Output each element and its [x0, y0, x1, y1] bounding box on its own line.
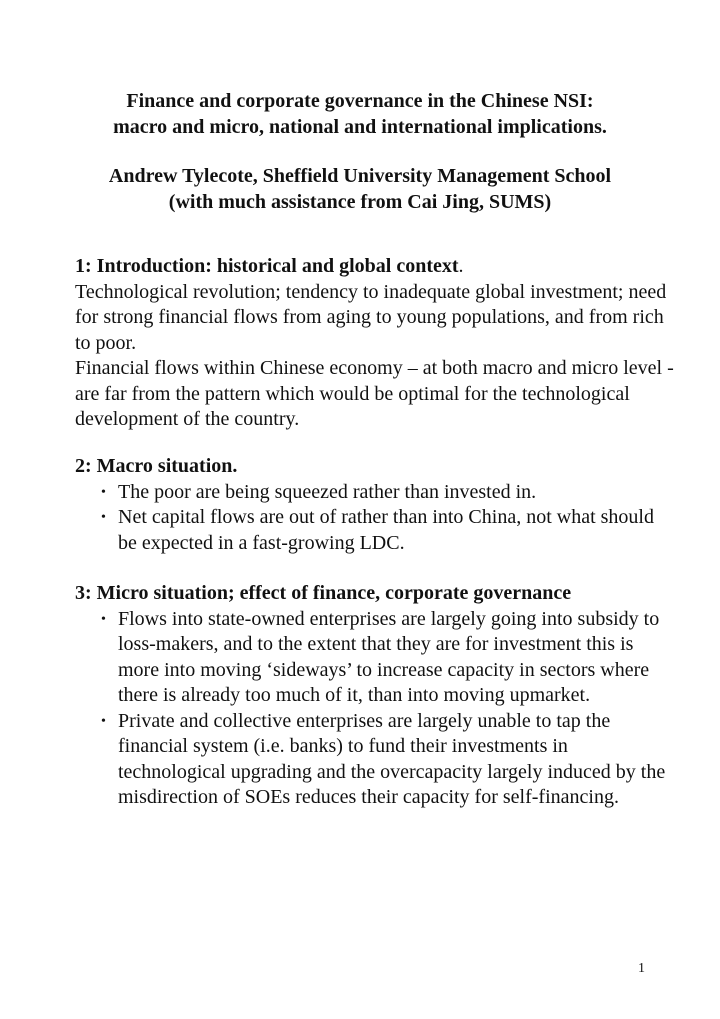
author-line-2: (with much assistance from Cai Jing, SUMS): [168, 191, 552, 213]
list-item: [75, 505, 675, 556]
bullet-icon: •: [101, 713, 106, 729]
title-line-1: Finance and corporate governance in the Chinese NSI:: [126, 90, 594, 112]
section-macro-situation: [75, 454, 675, 556]
paragraph: Technological revolution; tendency to inadequate global investment; need for strong financial flows from aging to young populations, and from rich to poor.: [75, 280, 667, 354]
section-introduction: [75, 254, 675, 433]
section-heading-text: 1: Introduction: historical and global context: [75, 255, 459, 277]
page-number: 1: [638, 961, 645, 976]
list-item: [75, 480, 675, 506]
list-item-text: Private and collective enterprises are largely unable to tap the financial system (i.e. banks) to fund their investments in technological upgrading and the overcapacity largely induced by the misdirection of SOEs reduces their capacity for self-financing.: [118, 709, 666, 808]
section-micro-situation: [75, 581, 675, 811]
document-title: [60, 88, 660, 140]
section-heading-trail: .: [458, 255, 464, 277]
list-item: [75, 607, 675, 709]
list-item-text: Flows into state-owned enterprises are largely going into subsidy to loss-makers, and to the extent that they are for investment this is more into moving ‘sideways’ to increase capacity in sectors where there is already too much of it, than into moving upmarket.: [118, 607, 660, 706]
bullet-list: [75, 480, 675, 557]
list-item-text: Net capital flows are out of rather than into China, not what should be expected in a fast-growing LDC.: [118, 506, 654, 554]
bullet-icon: •: [101, 484, 106, 500]
section-heading: 3: Micro situation; effect of finance, corporate governance: [75, 582, 572, 604]
author-line-1: Andrew Tylecote, Sheffield University Management School: [108, 165, 612, 187]
section-heading: 2: Macro situation.: [75, 455, 238, 477]
list-item-text: The poor are being squeezed rather than invested in.: [118, 480, 537, 503]
section-heading: [75, 254, 675, 280]
author-credit: [60, 163, 660, 215]
bullet-icon: •: [101, 510, 106, 525]
paragraph: Financial flows within Chinese economy – at both macro and micro level - are far from the pattern which would be optimal for the technological development of the country.: [75, 357, 674, 430]
bullet-list: [75, 607, 675, 811]
bullet-icon: •: [101, 611, 106, 627]
title-line-2: macro and micro, national and international implications.: [113, 116, 607, 138]
list-item: [75, 709, 675, 811]
